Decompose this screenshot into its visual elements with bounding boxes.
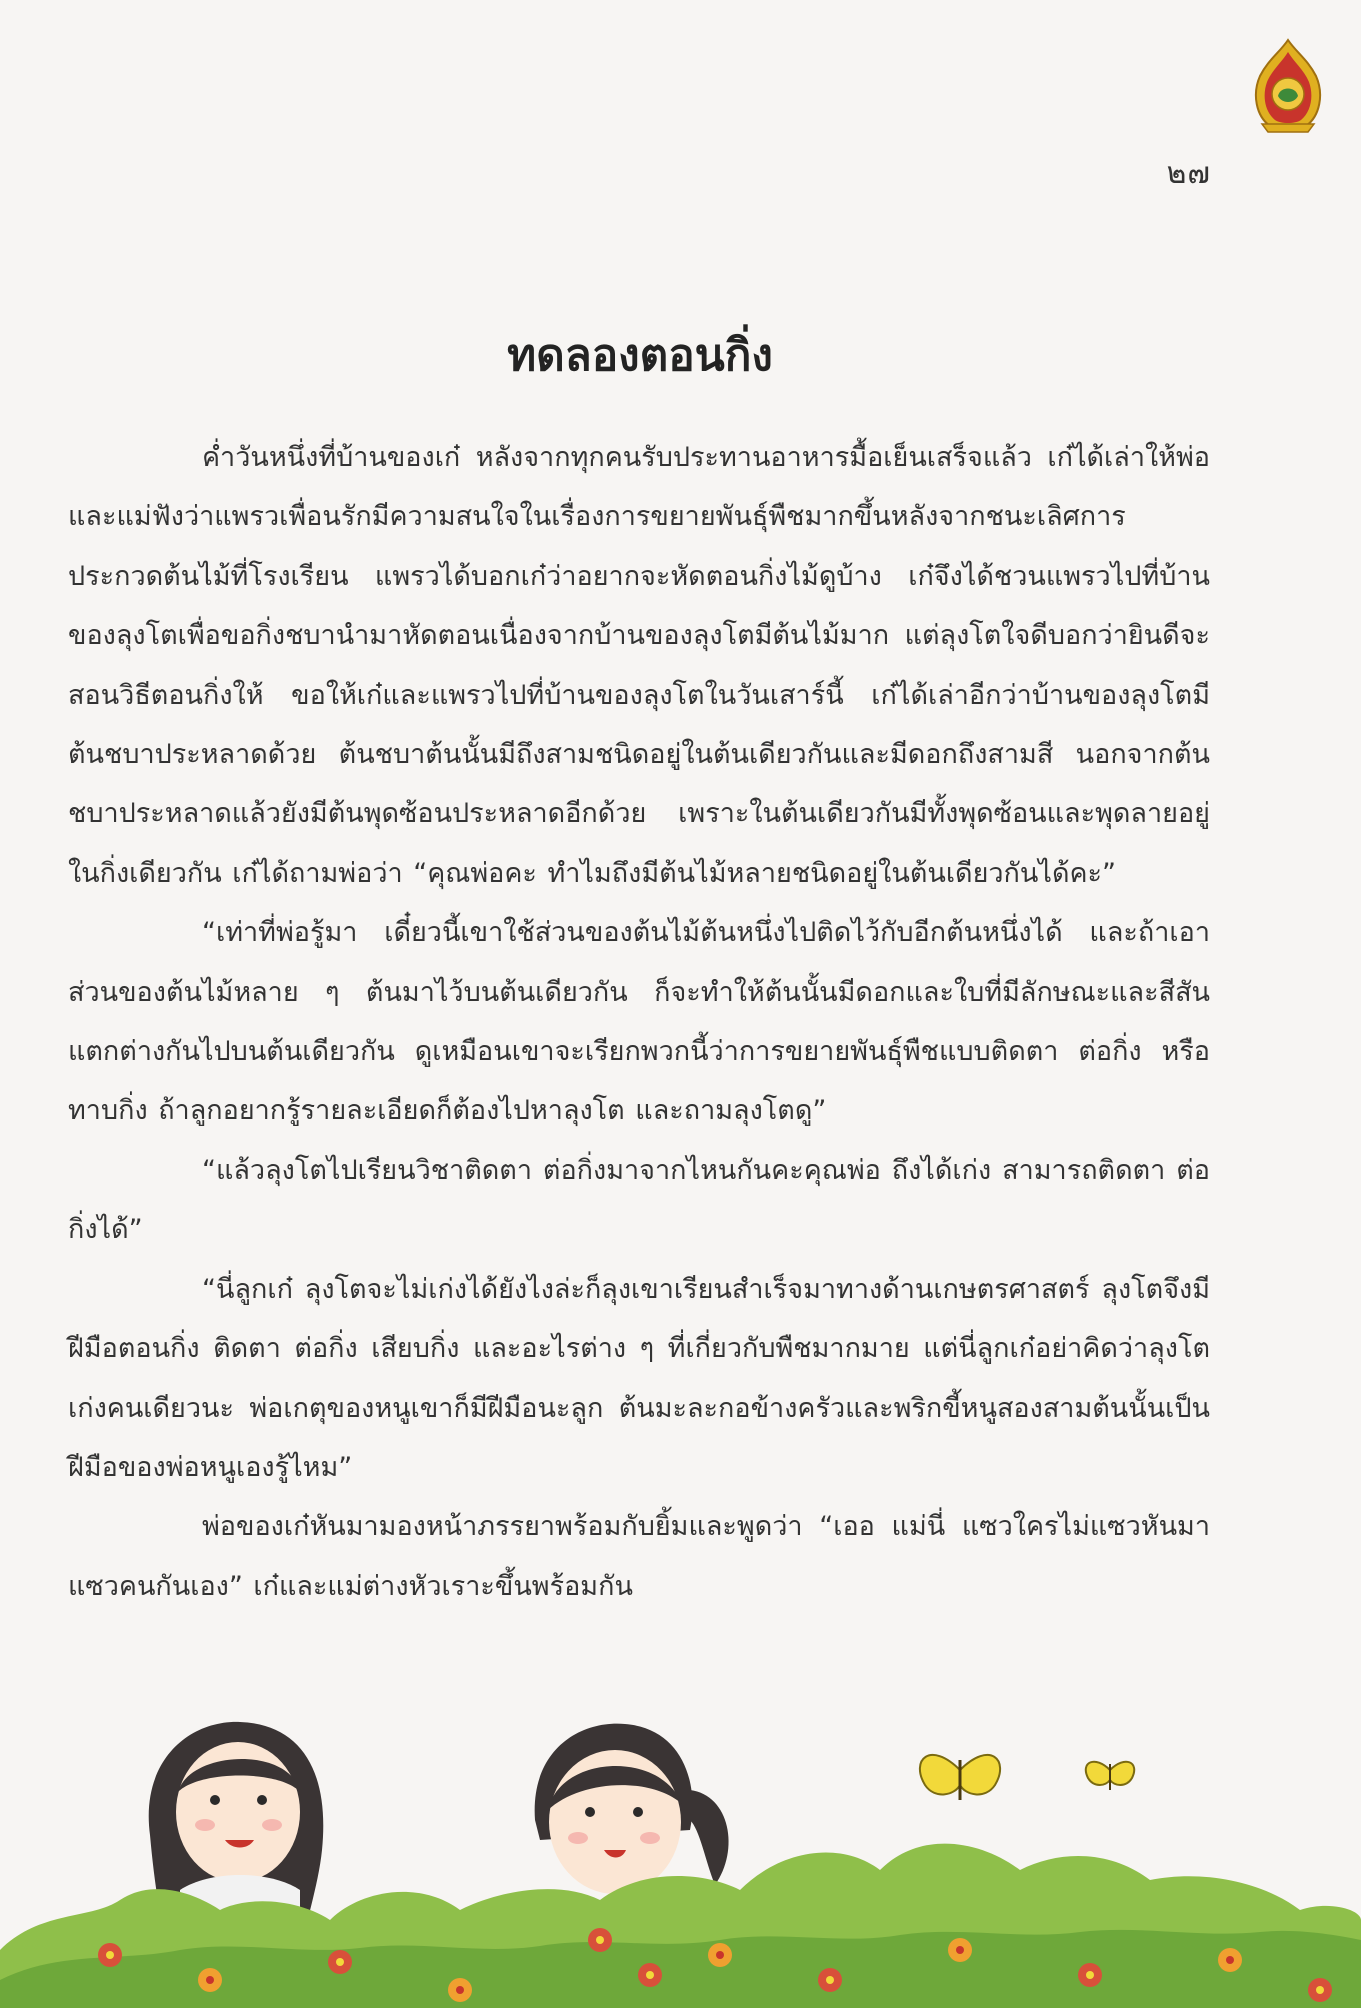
children-garden-illustration (0, 1700, 1361, 2008)
page-number: ๒๗ (1166, 156, 1211, 191)
paragraph: “นี่ลูกเก๋ ลุงโตจะไม่เก่งได้ยังไงล่ะก็ลุงเขาเรียนสำเร็จมาทางด้านเกษตรศาสตร์ ลุงโตจึงมีฝีมือตอนกิ่ง ติดตา ต่อกิ่ง เสียบกิ่ง และอะไรต่าง ๆ ที่เกี่ยวกับพืชมากมาย แต่นี่ลูกเก๋อย่าคิดว่าลุงโตเก่งคนเดียวนะ พ่อเกตุของหนูเขาก็มีฝีมือนะลูก ต้นมะละกอข้างครัวและพริกขี้หนูสองสามต้นนั้นเป็นฝีมือของพ่อหนูเองรู้ไหม” (68, 1273, 1210, 1483)
butterfly-icon (1086, 1762, 1134, 1790)
paragraph: “เท่าที่พ่อรู้มา เดี๋ยวนี้เขาใช้ส่วนของต้นไม้ต้นหนึ่งไปติดไว้กับอีกต้นหนึ่งได้ และถ้าเอาส่วนของต้นไม้หลาย ๆ ต้นมาไว้บนต้นเดียวกัน ก็จะทำให้ต้นนั้นมีดอกและใบที่มีลักษณะและสีสันแตกต่างกันไปบนต้นเดียวกัน ดูเหมือนเขาจะเรียกพวกนี้ว่าการขยายพันธุ์พืชแบบติดตา ต่อกิ่ง หรือทาบกิ่ง ถ้าลูกอยากรู้รายละเอียดก็ต้องไปหาลุงโต และถามลุงโตดู” (68, 917, 1210, 1127)
girl-right-figure (535, 1724, 729, 1894)
paragraph: “แล้วลุงโตไปเรียนวิชาติดตา ต่อกิ่งมาจากไหนกันคะคุณพ่อ ถึงได้เก่ง สามารถติดตา ต่อกิ่งได้” (68, 1154, 1210, 1246)
butterfly-icon (920, 1755, 1000, 1800)
institution-emblem-icon (1250, 38, 1326, 134)
page-title: ทดลองตอนกิ่ง (507, 330, 773, 381)
paragraph: ค่ำวันหนึ่งที่บ้านของเก๋ หลังจากทุกคนรับประทานอาหารมื้อเย็นเสร็จแล้ว เก๋ได้เล่าให้พ่อและแม่ฟังว่าแพรวเพื่อนรักมีความสนใจในเรื่องการขยายพันธุ์พืชมากขึ้นหลังจากชนะเลิศการประกวดต้นไม้ที่โรงเรียน แพรวได้บอกเก๋ว่าอยากจะหัดตอนกิ่งไม้ดูบ้าง เก๋จึงได้ชวนแพรวไปที่บ้านของลุงโตเพื่อขอกิ่งชบานำมาหัดตอนเนื่องจากบ้านของลุงโตมีต้นไม้มาก แต่ลุงโตใจดีบอกว่ายินดีจะสอนวิธีตอนกิ่งให้ ขอให้เก๋และแพรวไปที่บ้านของลุงโตในวันเสาร์นี้ เก๋ได้เล่าอีกว่าบ้านของลุงโตมีต้นชบาประหลาดด้วย ต้นชบาต้นนั้นมีถึงสามชนิดอยู่ในต้นเดียวกันและมีดอกถึงสามสี นอกจากต้นชบาประหลาดแล้วยังมีต้นพุดซ้อนประหลาดอีกด้วย เพราะในต้นเดียวกันมีทั้งพุดซ้อนและพุดลายอยู่ในกิ่งเดียวกัน เก๋ได้ถามพ่อว่า “คุณพ่อคะ ทำไมถึงมีต้นไม้หลายชนิดอยู่ในต้นเดียวกันได้คะ” (68, 442, 1210, 889)
story-body (68, 428, 1210, 1616)
paragraph: พ่อของเก๋หันมามองหน้าภรรยาพร้อมกับยิ้มและพูดว่า “เออ แม่นี่ แซวใครไม่แซวหันมาแซวคนกันเอง” เก๋และแม่ต่างหัวเราะขึ้นพร้อมกัน (68, 1511, 1210, 1602)
